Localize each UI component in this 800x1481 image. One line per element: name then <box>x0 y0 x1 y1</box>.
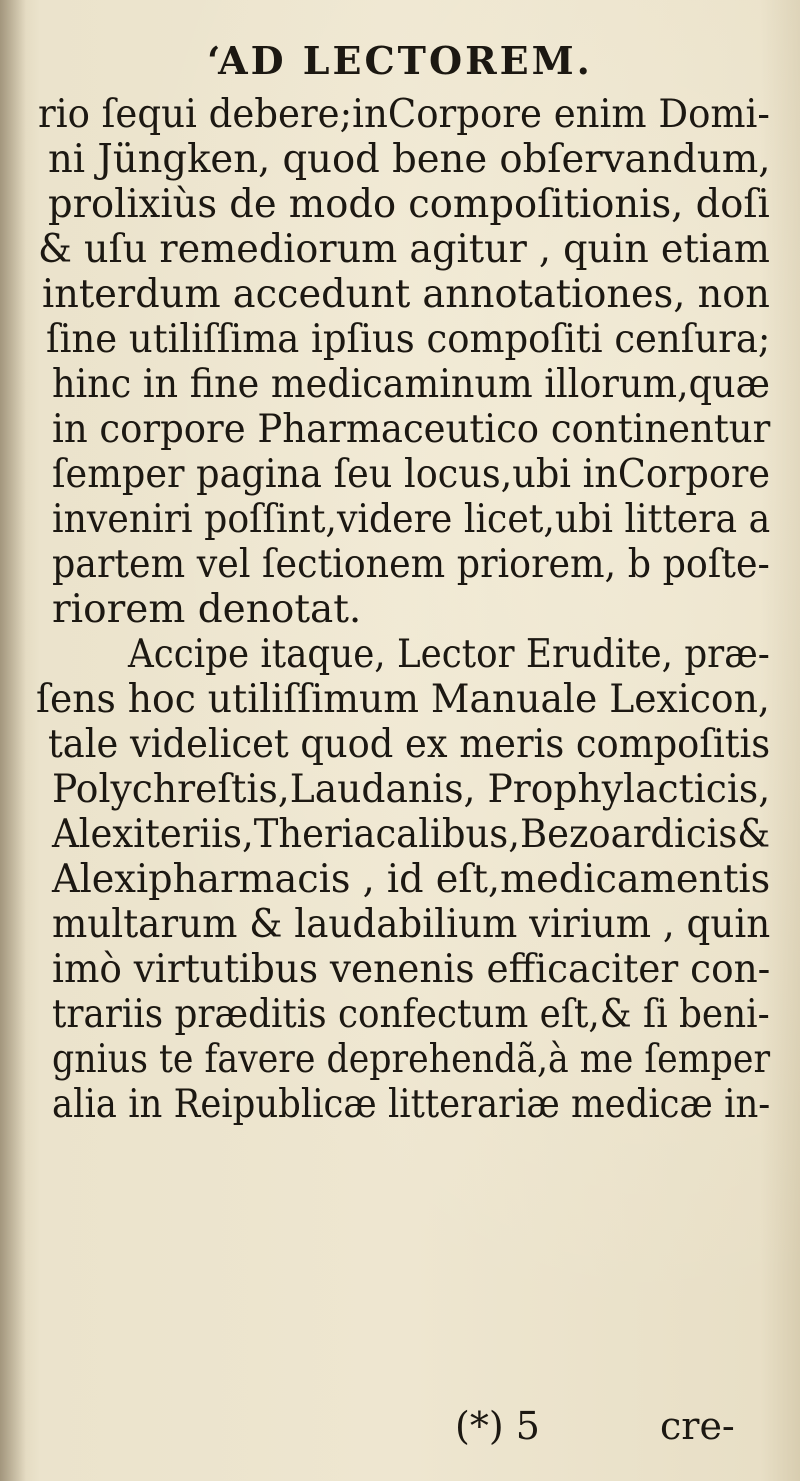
text-line: Polychreſtis,Laudanis, Prophylacticis, <box>52 767 771 812</box>
text-line: imò virtutibus venenis efficaciter con- <box>52 947 771 992</box>
signature-mark: (*) 5 <box>455 1404 540 1448</box>
text-line: gnius te favere deprehendã,à me ſemper <box>52 1037 771 1082</box>
text-line: & uſu remediorum agitur , quin etiam <box>38 227 770 272</box>
text-line: ſens hoc utiliſſimum Manuale Lexicon, <box>36 677 770 722</box>
text-line: ſine utiliſſima ipſius compoſiti cenſura; <box>46 317 771 362</box>
text-line: in corpore Pharmaceutico continentur <box>52 407 771 452</box>
text-line: multarum & laudabilium virium , quin <box>52 902 771 947</box>
text-line: tale videlicet quod ex meris compoſitis <box>48 722 771 767</box>
text-line: alia in Reipublicæ litterariæ medicæ in- <box>52 1082 771 1127</box>
catchword: cre- <box>660 1404 735 1448</box>
page-footer <box>0 1404 800 1450</box>
text-line: partem vel ſectionem priorem, b poſte- <box>52 542 770 587</box>
binding-shadow <box>0 0 26 1481</box>
text-line: ſemper pagina ſeu locus,ubi inCorpore <box>52 452 771 497</box>
text-line: hinc in fine medicaminum illorum,quæ <box>52 362 770 407</box>
text-line: interdum accedunt annotationes, non <box>42 272 770 317</box>
text-line: prolixiùs de modo compoſitionis, doſi <box>48 182 770 227</box>
text-line: Accipe itaque, Lector Erudite, præ- <box>128 632 770 677</box>
text-line: riorem denotat. <box>52 587 362 632</box>
running-head: ʻAD LECTOREM. <box>207 38 593 83</box>
text-line: Alexiteriis,Theriacalibus,Bezoardicis& <box>52 812 771 857</box>
text-line: trariis præditis confectum eſt,& ſi beni- <box>52 992 770 1037</box>
text-line: inveniri poſſint,videre licet,ubi littera a <box>52 497 771 542</box>
text-line: Alexipharmacis , id eſt,medicamentis <box>52 857 771 902</box>
text-line: rio ſequi debere;inCorpore enim Domi- <box>38 92 770 137</box>
text-line: ni Jüngken, quod bene obſervandum, <box>48 137 771 182</box>
